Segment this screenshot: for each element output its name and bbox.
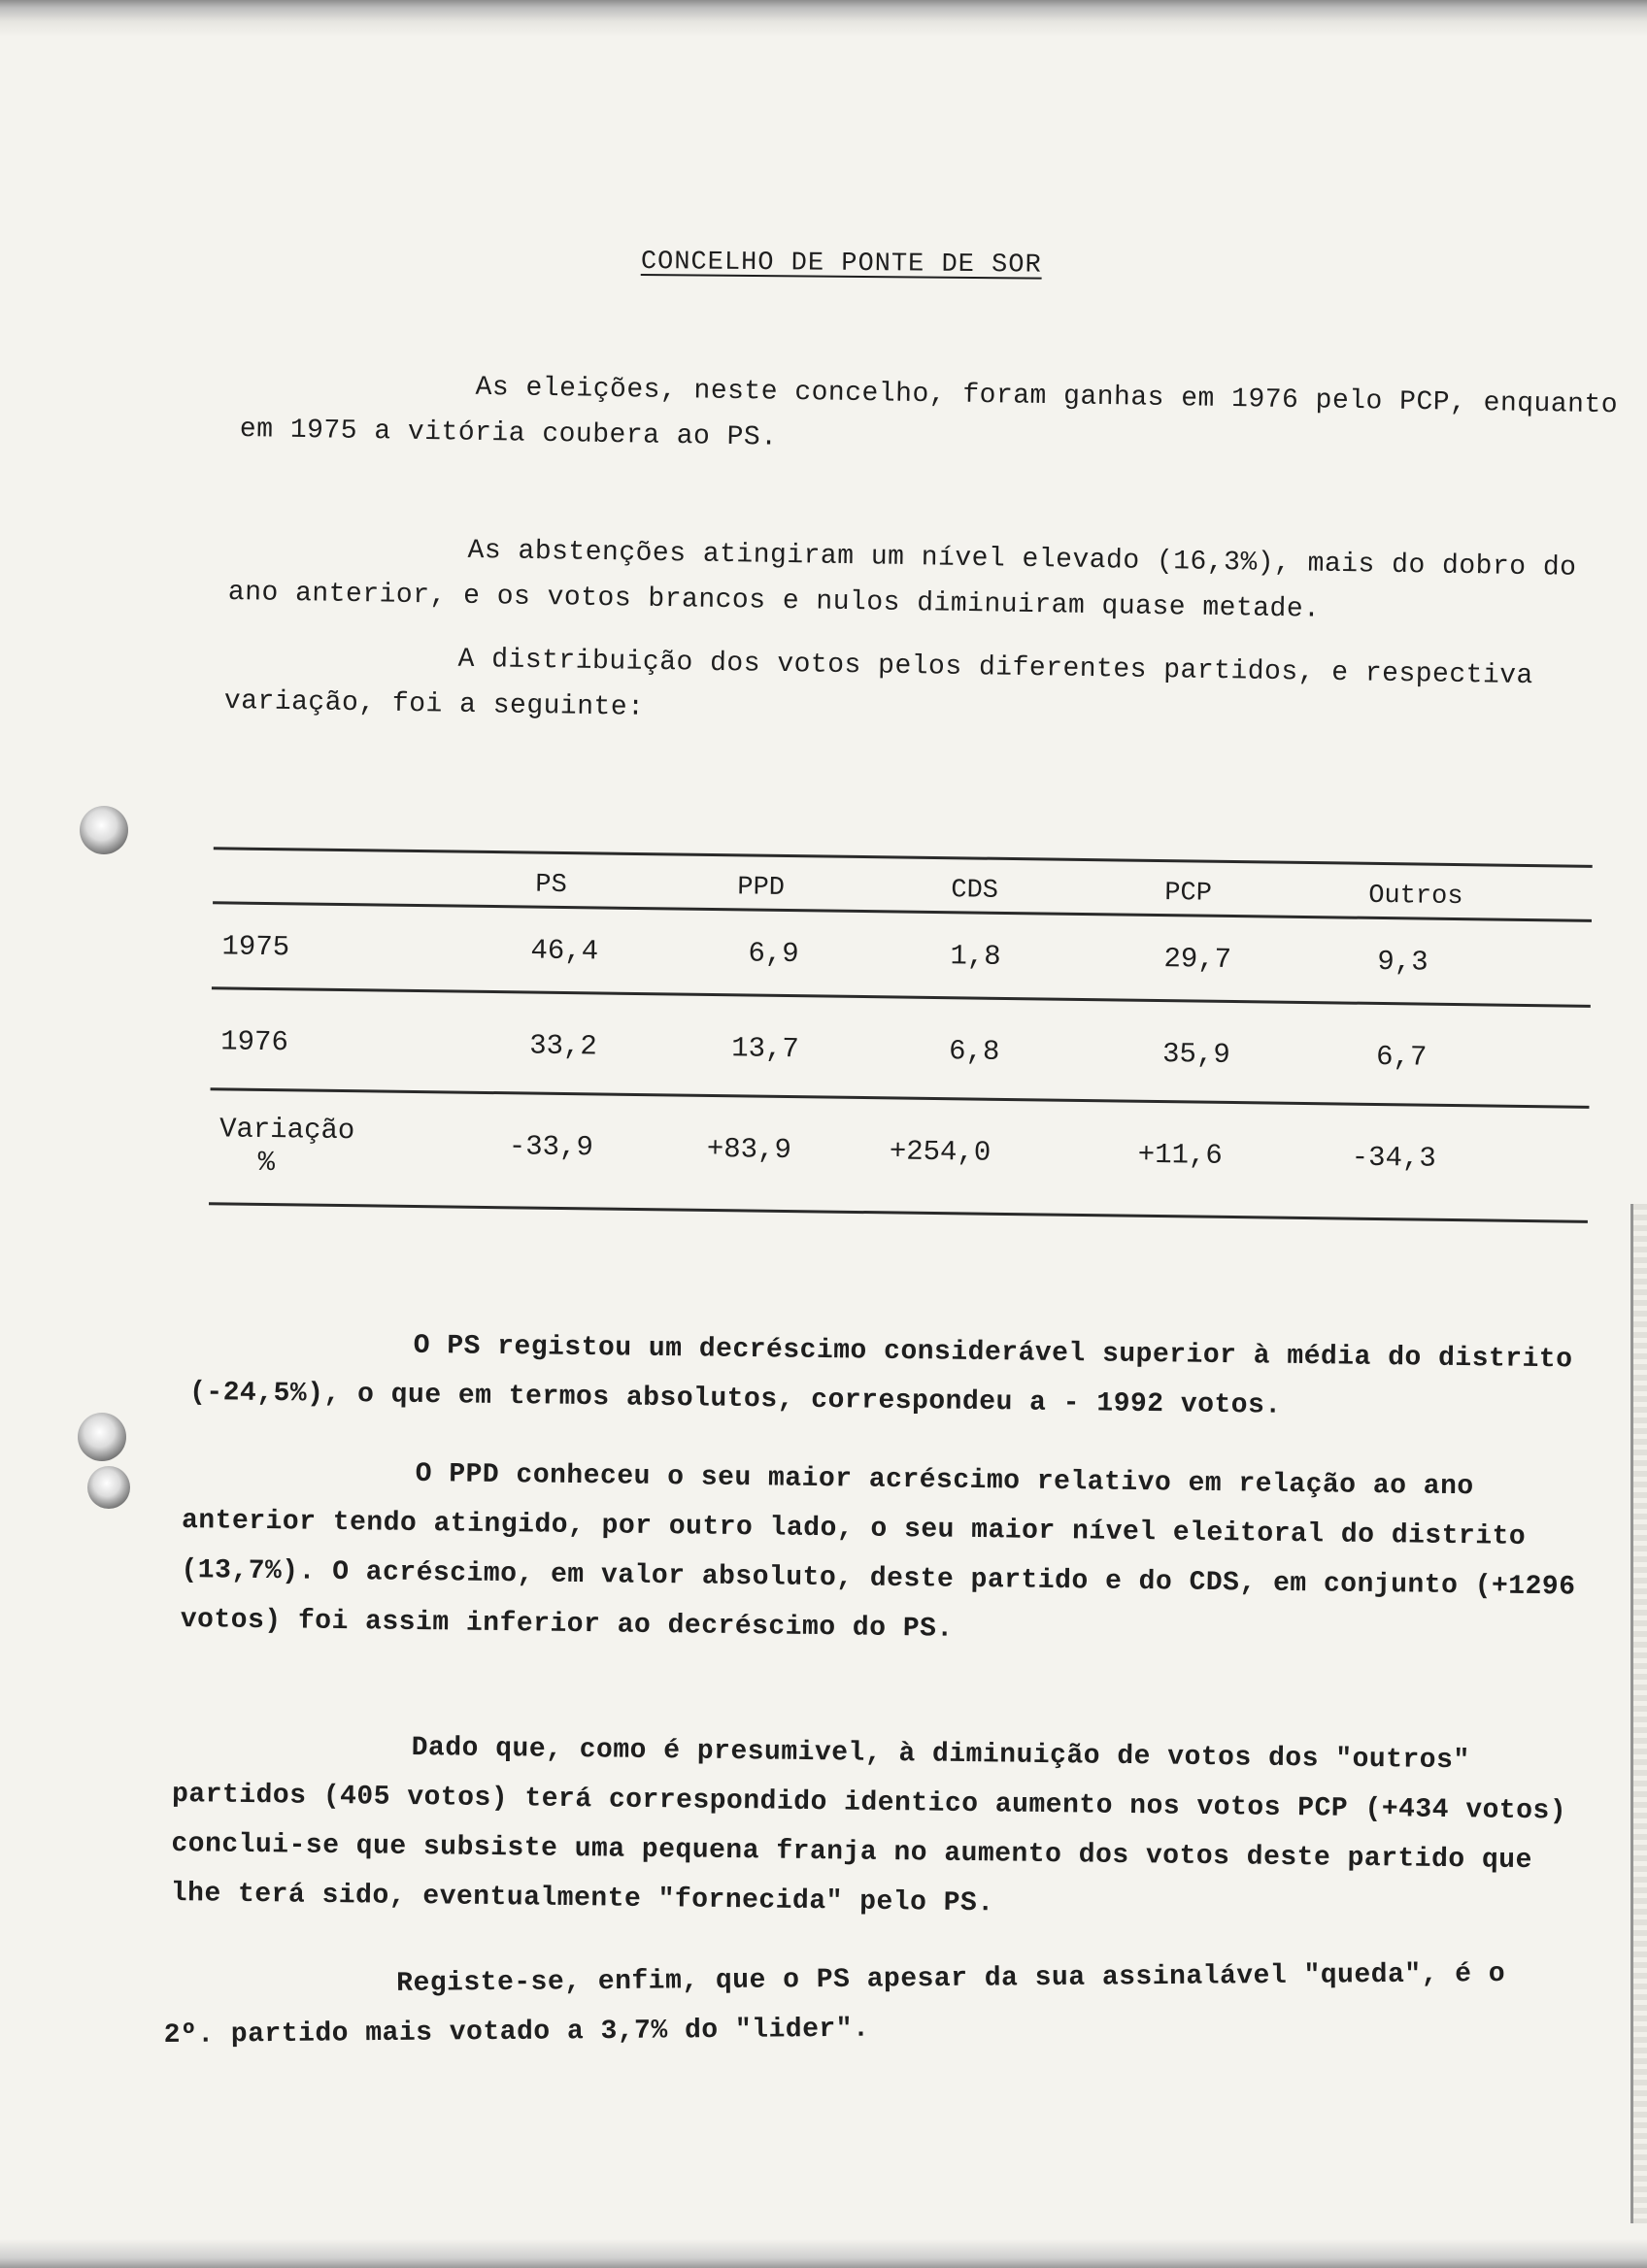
row-label-percent: % bbox=[257, 1146, 276, 1180]
punch-hole-icon bbox=[80, 806, 128, 854]
row-label-1975: 1975 bbox=[221, 930, 290, 964]
table-rule-row bbox=[212, 986, 1591, 1008]
analysis-paragraph-2: O PPD conheceu o seu maior acréscimo relativo em relação ao ano anterior tendo atingido, por outro lado, o seu maior nível eleitoral do distrito (13,7%). O acréscimo, em valor absoluto, deste partido e do CDS, em conjunto (+1296 votos) foi assim inferior ao decréscimo do PS. bbox=[180, 1458, 1576, 1645]
row-label-1976: 1976 bbox=[219, 1025, 289, 1059]
table-cell: 46,4 bbox=[530, 934, 599, 968]
table-rule-row bbox=[211, 1087, 1590, 1109]
table-cell: 1,8 bbox=[950, 940, 1001, 973]
table-cell: 6,9 bbox=[748, 937, 799, 971]
table-cell: +83,9 bbox=[706, 1132, 792, 1167]
column-header-ppd: PPD bbox=[737, 873, 786, 903]
scan-bottom-edge bbox=[0, 2239, 1647, 2268]
table-cell: 13,7 bbox=[730, 1032, 800, 1066]
column-header-pcp: PCP bbox=[1164, 879, 1213, 909]
table-cell: 35,9 bbox=[1161, 1038, 1230, 1071]
column-header-cds: CDS bbox=[951, 876, 999, 906]
table-cell: 33,2 bbox=[528, 1029, 598, 1063]
analysis-paragraph-3: Dado que, como é presumivel, à diminuição de votos dos "outros" partidos (405 votos) terá correspondido identico aumento nos votos PCP (+434 votos) conclui-se que subsiste uma pequena franja no aumento dos votos deste partido que lhe terá sido, eventualmente "fornecida" pelo PS. bbox=[170, 1733, 1567, 1919]
row-label-variacao: Variação bbox=[218, 1113, 355, 1148]
analysis-paragraph-1: O PS registou um decréscimo considerável superior à média do distrito (-24,5%), o que em termos absolutos, correspondeu a - 1992 votos. bbox=[188, 1330, 1573, 1421]
table-cell: 29,7 bbox=[1163, 943, 1232, 976]
table-rule-bottom bbox=[209, 1202, 1588, 1223]
table-rule-top bbox=[214, 847, 1593, 868]
table-cell: 9,3 bbox=[1377, 945, 1429, 979]
analysis-paragraph-4: Registe-se, enfim, que o PS apesar da sua assinalável "queda", é o 2º. partido mais votado a 3,7% do "lider". bbox=[163, 1958, 1506, 2051]
table-cell: -33,9 bbox=[508, 1130, 594, 1164]
intro-paragraph-2: As abstenções atingiram um nível elevado (16,3%), mais do dobro do ano anterior, e os votos brancos e nulos diminuiram quase metade. bbox=[227, 535, 1577, 625]
intro-paragraph-1: As eleições, neste concelho, foram ganhas em 1976 pelo PCP, enquanto em 1975 a vitória coubera ao PS. bbox=[239, 372, 1619, 453]
punch-hole-icon bbox=[78, 1413, 126, 1461]
column-header-outros: Outros bbox=[1368, 881, 1463, 913]
column-header-ps: PS bbox=[535, 870, 567, 901]
vote-distribution-table bbox=[188, 835, 1593, 1319]
punch-hole-icon bbox=[87, 1466, 130, 1509]
table-cell: +11,6 bbox=[1137, 1138, 1223, 1172]
table-cell: -34,3 bbox=[1351, 1141, 1436, 1175]
scan-right-edge bbox=[1630, 1204, 1647, 2223]
table-cell: +254,0 bbox=[889, 1135, 992, 1169]
document-title: CONCELHO DE PONTE DE SOR bbox=[640, 248, 1042, 281]
intro-paragraph-3: A distribuição dos votos pelos diferentes partidos, e respectiva variação, foi a seguinte: bbox=[223, 644, 1534, 723]
table-cell: 6,7 bbox=[1375, 1040, 1428, 1074]
table-cell: 6,8 bbox=[948, 1035, 1000, 1068]
scan-top-edge bbox=[0, 0, 1647, 37]
